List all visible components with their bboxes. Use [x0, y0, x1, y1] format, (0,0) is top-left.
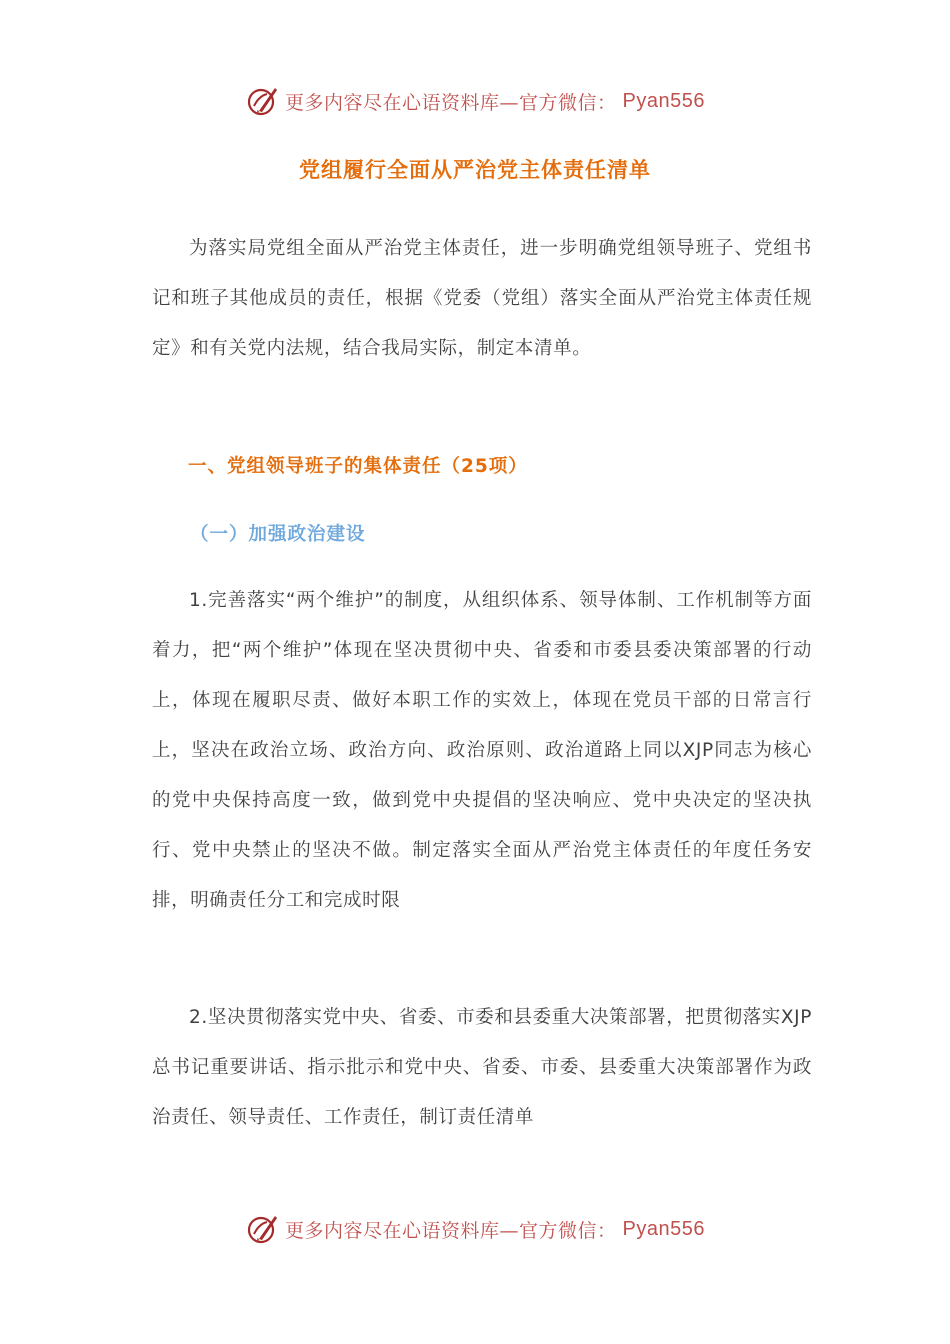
list-item-1: 1.完善落实“两个维护”的制度，从组织体系、领导体制、工作机制等方面着力，把“两个维护”体现在坚决贯彻中央、省委和市委县委决策部署的行动上，体现在履职尽责、做好本职工作的实效上，体现在党员干部的日常言行上，坚决在政治立场、政治方向、政治原则、政治道路上同以XJP同志为核心的党中央保持高度一致，做到党中央提倡的坚决响应、党中央决定的坚决执行、党中央禁止的坚决不做。制定落实全面从严治党主体责任的年度任务安排，明确责任分工和完成时限: [152, 590, 812, 911]
watermark-text: 更多内容尽在心语资料库—官方微信：: [285, 1219, 617, 1242]
watermark-text: 更多内容尽在心语资料库—官方微信：: [285, 91, 617, 114]
footer-watermark: [0, 1212, 950, 1246]
document-title: 党组履行全面从严治党主体责任清单: [299, 158, 651, 182]
intro-paragraph: 为落实局党组全面从严治党主体责任，进一步明确党组领导班子、党组书记和班子其他成员的责任，根据《党委（党组）落实全面从严治党主体责任规定》和有关党内法规，结合我局实际，制定本清单。: [152, 238, 812, 359]
subsection-heading: （一）加强政治建设: [190, 524, 366, 545]
list-item-2: 2.坚决贯彻落实党中央、省委、市委和县委重大决策部署，把贯彻落实XJP总书记重要讲话、指示批示和党中央、省委、市委、县委重大决策部署作为政治责任、领导责任、工作责任，制订责任清单: [152, 1007, 812, 1128]
pen-logo-icon: [245, 1212, 279, 1246]
watermark-wechat-id: Pyan556: [622, 89, 705, 112]
header-watermark: [0, 84, 950, 118]
section-heading: 一、党组领导班子的集体责任（25项）: [188, 456, 528, 477]
watermark-wechat-id: Pyan556: [622, 1217, 705, 1240]
pen-logo-icon: [245, 84, 279, 118]
